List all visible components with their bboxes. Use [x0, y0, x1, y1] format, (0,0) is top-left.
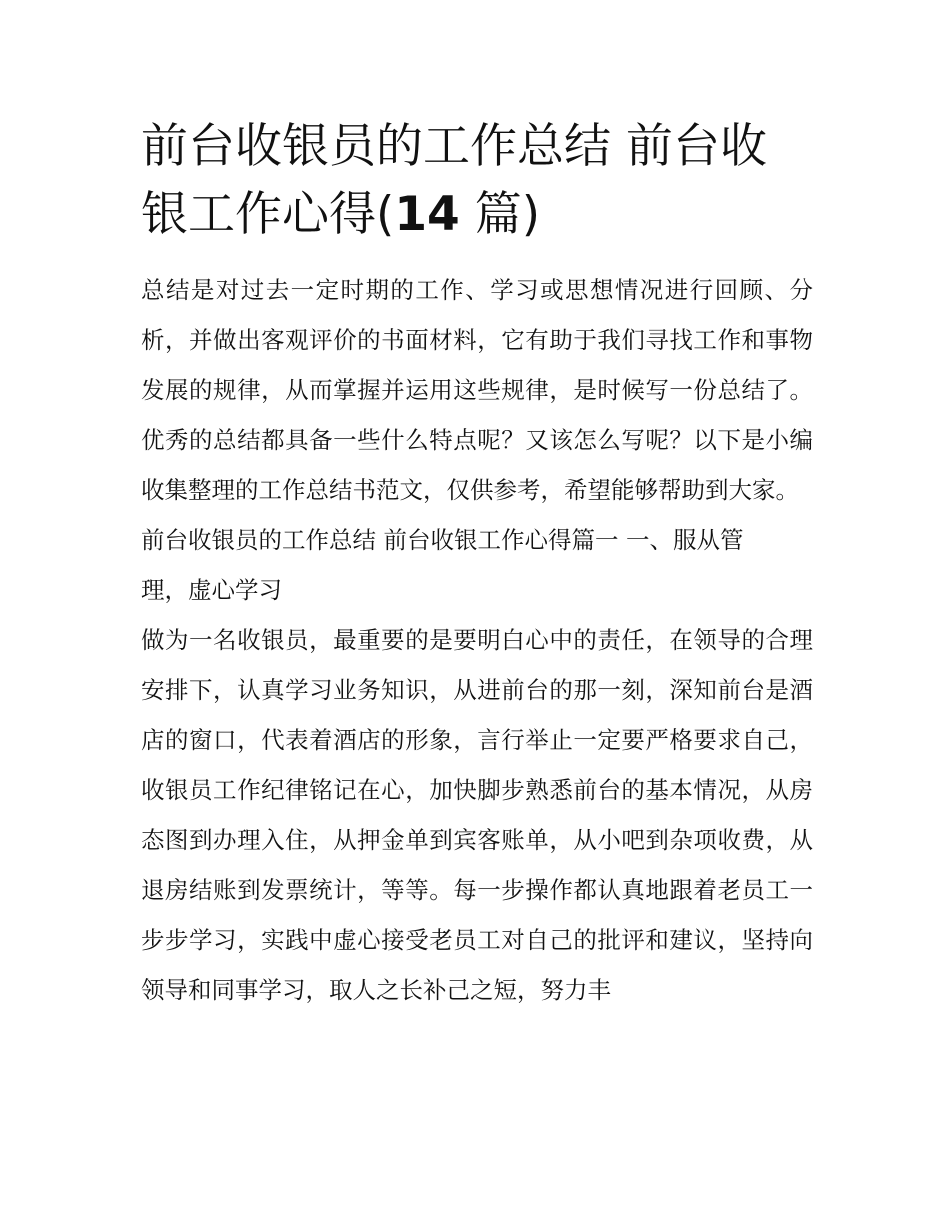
title-number: 14 [394, 187, 460, 242]
body-paragraph: 做为一名收银员，最重要的是要明白心中的责任，在领导的合理安排下，认真学习业务知识，从进前台的那一刻，深知前台是酒店的窗口，代表着酒店的形象，言行举止一定要严格要求自己，收银员工作纪律铭记在心，加快脚步熟悉前台的基本情况，从房态图到办理入住，从押金单到宾客账单，从小吧到杂项收费，从退房结账到发票统计，等等。每一步操作都认真地跟着老员工一步步学习，实践中虚心接受老员工对自己的批评和建议，坚持向领导和同事学习，取人之长补己之短，努力丰 [141, 626, 813, 1004]
section-heading: 前台收银员的工作总结 前台收银工作心得篇一 一、服从管理，虚心学习 [141, 526, 744, 604]
intro-paragraph: 总结是对过去一定时期的工作、学习或思想情况进行回顾、分析，并做出客观评价的书面材料，它有助于我们寻找工作和事物发展的规律，从而掌握并运用这些规律，是时候写一份总结了。优秀的总结都具备一些什么特点呢？又该怎么写呢？以下是小编收集整理的工作总结书范文，仅供参考，希望能够帮助到大家。 [141, 276, 813, 504]
title-text-part2: 篇) [459, 187, 541, 242]
document-title [141, 113, 813, 249]
document-page [141, 113, 813, 1015]
title-text-part1: 前台收银员的工作总结 前台收银工作心得( [141, 119, 767, 242]
